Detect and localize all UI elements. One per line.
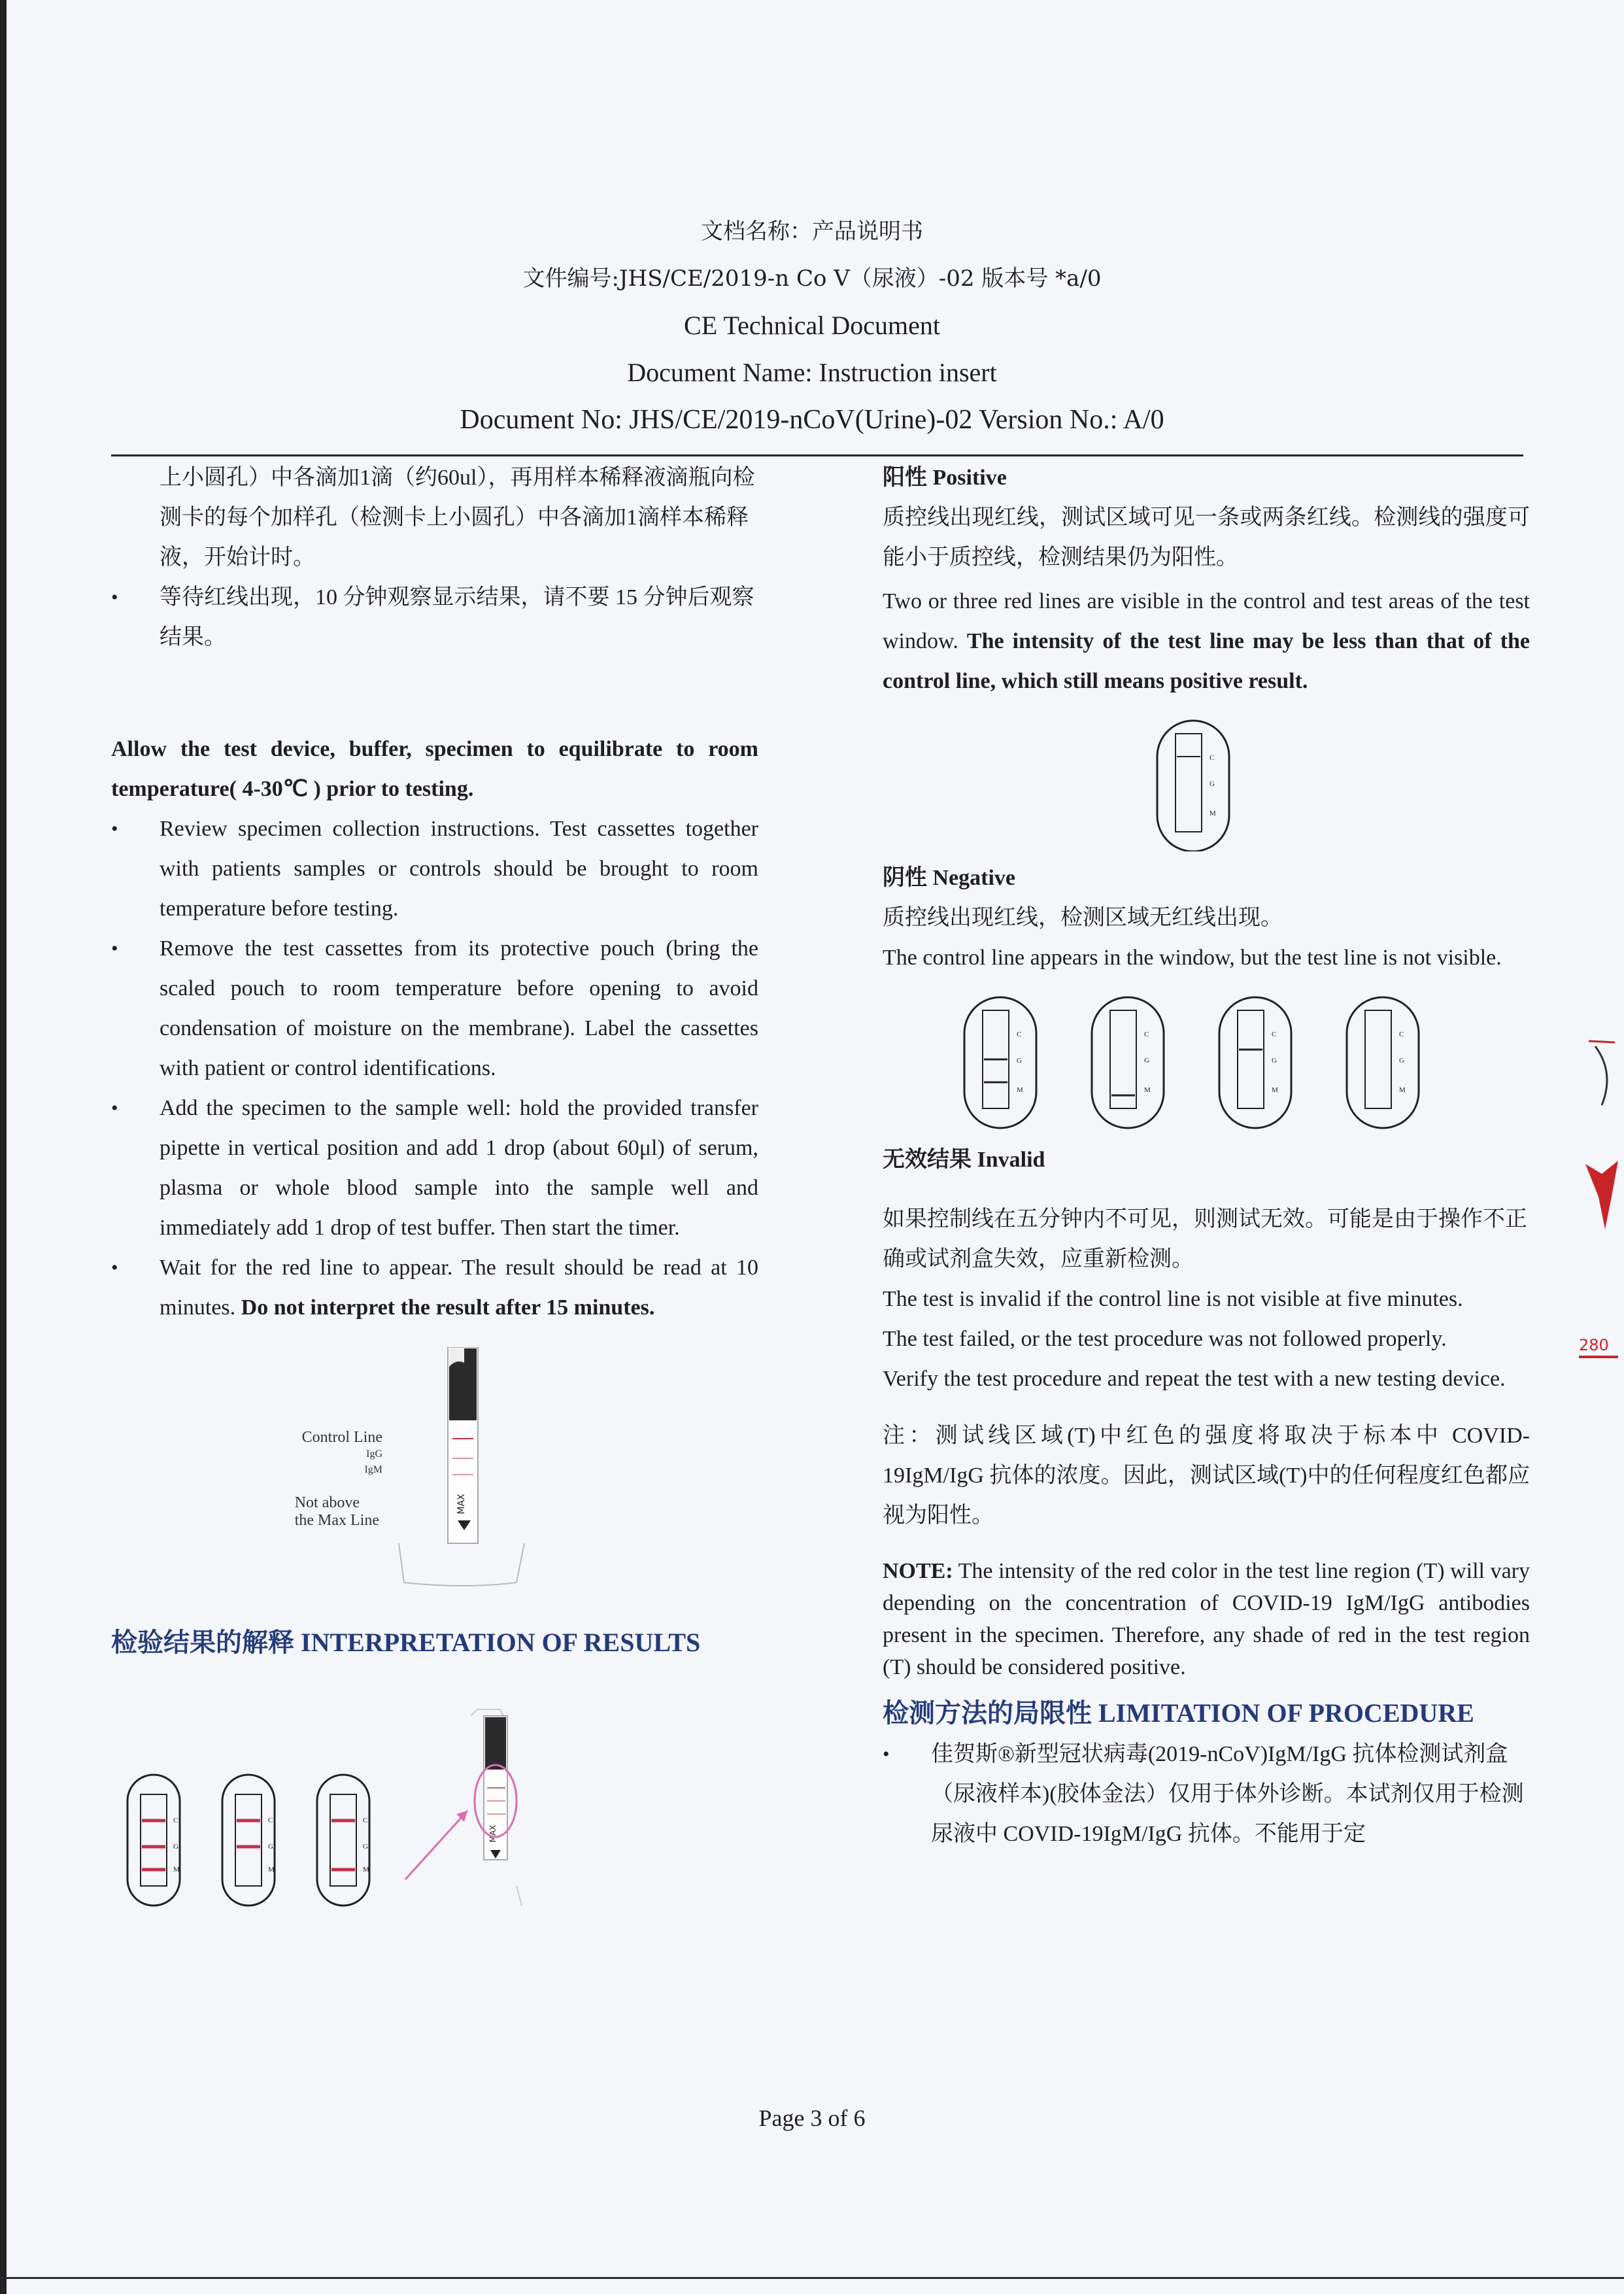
wait-cn-item: • 等待红线出现，10 分钟观察显示结果，请不要 15 分钟后观察结果。 (111, 577, 758, 657)
cassette-letter-c: C (363, 1817, 368, 1824)
note-en-text: The intensity of the red color in the test line region (T) will vary depending on the concentration of COVID-19 IgM/IgG antibodies present in the specimen. Therefore, any shade of red in the test region (T) should be considered positive. (883, 1559, 1530, 1679)
invalid-cn: 如果控制线在五分钟内不可见，则测试无效。可能是由于操作不正确或试剂盒失效，应重新检测。 (883, 1207, 1527, 1271)
cassette-1 (964, 997, 1036, 1128)
left-column (111, 458, 758, 1964)
cassette-letter-g: G (1210, 780, 1215, 788)
negative-cn: 质控线出现红线，检测区域无红线出现。 (883, 906, 1283, 930)
wait-en-text: Wait for the red line to appear. The result should be read at 10 minutes. (160, 1256, 758, 1320)
cassette-letter-g: G (1017, 1057, 1022, 1065)
cassette-letter-c: C (268, 1817, 273, 1824)
limitation-title: 检测方法的局限性 LIMITATION OF PROCEDURE (883, 1698, 1474, 1728)
positive-en-text: Two or three red lines are visible in the control and test areas of the test window. (883, 589, 1530, 653)
ce-title: CE Technical Document (684, 311, 940, 340)
invalid-en-1: The test is invalid if the control line is not visible at five minutes. (883, 1287, 1463, 1311)
margin-red-marks (1576, 1033, 1621, 1373)
negative-en: The control line appears in the window, but the test line is not visible. (883, 946, 1502, 970)
bullet-add-specimen: • Add the specimen to the sample well: hold the provided transfer pipette in vertical position and add 1 drop (about 60μl) of serum, plasma or whole blood sample into the sample well and immediately add 1 drop of test buffer. Then start the timer. (111, 1088, 758, 1248)
positive-strip-max-label: MAX (488, 1824, 498, 1843)
test-strip-diagram (111, 1347, 758, 1596)
interpretation-title: 检验结果的解释 INTERPRETATION OF RESULTS (111, 1628, 701, 1657)
procedure-cn-continued: 上小圆孔）中各滴加1滴（约60ul），再用样本稀释液滴瓶向检测卡的每个加样孔（检测卡上小圆孔）中各滴加1滴样本稀释液，开始计时。 (160, 466, 755, 570)
note-label: NOTE: (883, 1559, 953, 1583)
cassette-letter-c: C (1210, 754, 1215, 762)
doc-name-en: Document Name: Instruction insert (627, 358, 997, 387)
negative-cassettes-diagram (883, 984, 1530, 1135)
positive-en-bold: The intensity of the test line may be less than that of the control line, which still means positive result. (883, 629, 1530, 693)
strip-igm-label: IgM (364, 1464, 382, 1475)
bottom-rule (0, 2277, 1624, 2279)
header-rule (111, 454, 1523, 456)
document-header (0, 208, 1624, 443)
strip-igg-label: IgG (366, 1448, 382, 1460)
cassette-letter-g: G (363, 1843, 368, 1851)
strip-max-label: MAX (456, 1494, 467, 1515)
doc-name-cn: 文档名称：产品说明书 (701, 218, 923, 245)
cassette-letter-m: M (1017, 1086, 1023, 1094)
cassette-letter-m: M (363, 1866, 369, 1874)
invalid-en-2: The test failed, or the test procedure was not followed properly. (883, 1327, 1447, 1351)
positive-cassette-diagram (883, 708, 1530, 851)
bullet-review: • Review specimen collection instructions. Test cassettes together with patients samples or controls should be brought to room temperature before testing. (111, 809, 758, 929)
negative-title: 阴性 Negative (883, 866, 1016, 890)
positive-cn: 质控线出现红线，测试区域可见一条或两条红线。检测线的强度可能小于质控线，检测结果仍为阳性。 (883, 505, 1530, 570)
cassette-letter-c: C (1017, 1031, 1022, 1038)
margin-note-number: 280 (1579, 1336, 1609, 1354)
cassette-letter-m: M (1399, 1086, 1406, 1094)
doc-no-en: Document No: JHS/CE/2019-nCoV(Urine)-02 Version No.: A/0 (460, 405, 1164, 435)
cassette-letter-c: C (173, 1817, 178, 1824)
cassette-letter-m: M (1272, 1086, 1278, 1094)
limitation-cn-item: • 佳贺斯®新型冠状病毒(2019-nCoV)IgM/IgG 抗体检测试剂盒（尿液样本)(胶体金法）仅用于体外诊断。本试剂仅用于检测尿液中 COVID-19IgM/IgG 抗体。不能用于定 (883, 1734, 1530, 1854)
cassette-c-g (222, 1775, 275, 1906)
note-en (883, 1555, 1530, 1683)
cassette-3 (1219, 997, 1291, 1128)
invalid-title: 无效结果 Invalid (883, 1148, 1045, 1172)
cassette-letter-g: G (1272, 1057, 1277, 1065)
note-cn: 注：测试线区域(T)中红色的强度将取决于标本中 COVID-19IgM/IgG 抗体的浓度。因此，测试区域(T)中的任何程度红色都应视为阳性。 (883, 1424, 1530, 1528)
cassette-2 (1092, 997, 1164, 1128)
cassette-letter-g: G (173, 1843, 178, 1851)
equilibrate-instruction: Allow the test device, buffer, specimen to equilibrate to room temperature( 4-30℃ ) prior to testing. (111, 737, 758, 801)
bullet-remove: • Remove the test cassettes from its protective pouch (bring the scaled pouch to room temperature before opening to avoid condensation of moisture on the membrane). Label the cassettes with patient or control identifications. (111, 929, 758, 1088)
positive-en (883, 581, 1530, 701)
wait-en-bold: Do not interpret the result after 15 minutes. (241, 1295, 655, 1320)
cassette-letter-g: G (1399, 1057, 1404, 1065)
cassette-letter-m: M (173, 1866, 180, 1874)
cassette-letter-g: G (1144, 1057, 1149, 1065)
page-number: Page 3 of 6 (758, 2105, 866, 2131)
cassette-letter-m: M (1210, 810, 1216, 817)
strip-control-line-label: Control Line (301, 1429, 382, 1446)
cassette-4 (1347, 997, 1419, 1128)
cassette-letter-m: M (1144, 1086, 1151, 1094)
cassette-c-g-m (127, 1775, 180, 1906)
invalid-en-3: Verify the test procedure and repeat the test with a new testing device. (883, 1367, 1506, 1391)
cassette-letter-c: C (1272, 1031, 1277, 1038)
cassette-letter-m: M (268, 1866, 275, 1874)
positive-cassettes-diagram (111, 1690, 758, 1964)
cassette-c-m (317, 1775, 369, 1906)
cassette-letter-g: G (268, 1843, 273, 1851)
cassette-letter-c: C (1399, 1031, 1404, 1038)
doc-no-cn: 文件编号:JHS/CE/2019-n Co V（尿液）-02 版本号 *a/0 (522, 265, 1102, 292)
strip-not-above-label: Not above (294, 1494, 360, 1511)
cassette-letter-c: C (1144, 1031, 1149, 1038)
positive-title: 阳性 Positive (883, 466, 1007, 490)
right-column (883, 458, 1530, 1854)
bullet-wait (111, 1248, 758, 1327)
strip-max-line-label: the Max Line (294, 1512, 379, 1529)
pointer-arrow-icon (405, 1811, 467, 1879)
